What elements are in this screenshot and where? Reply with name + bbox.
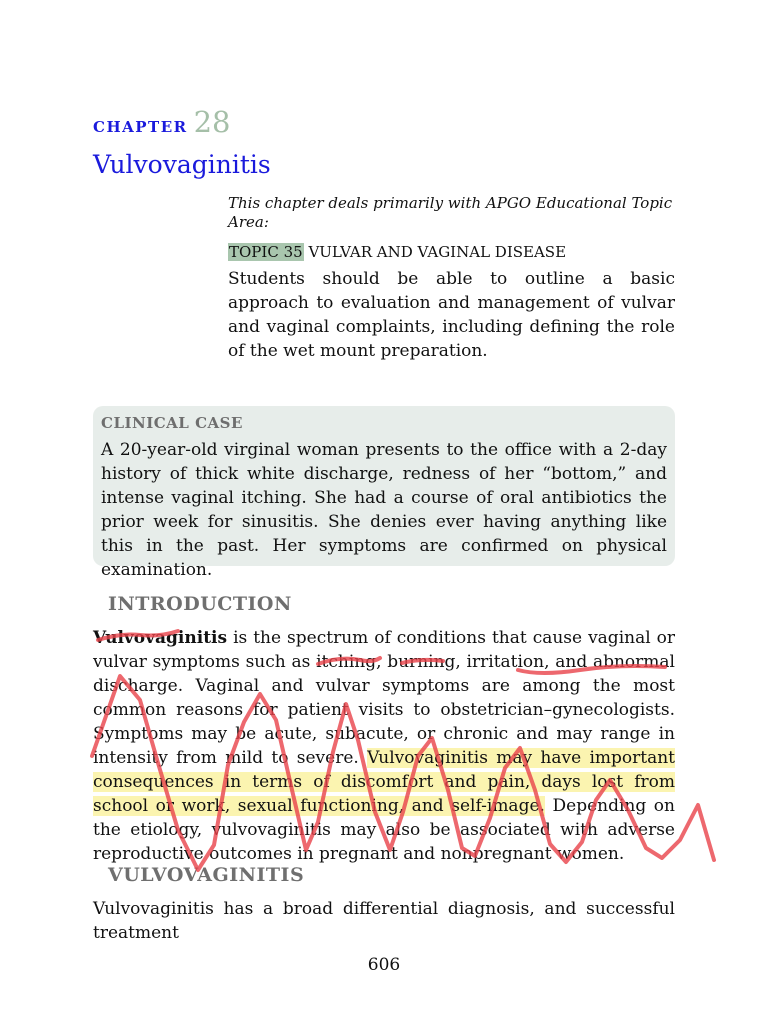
vulvovaginitis-paragraph: Vulvovaginitis has a broad differential diagnosis, and successful treatment [93,899,675,943]
bold-term: Vulvovaginitis [93,628,228,648]
clinical-case-label: CLINICAL CASE [101,414,243,432]
topic-tag: TOPIC 35 [229,243,303,261]
intro-text-1: is the spectrum of conditions that cause vaginal or vulvar symptoms such as itching, burning, irritation, and abnormal discharge. Vaginal and vulvar symptoms are among the most common reasons for patient visits to obstetrician–gynecologists. Symptoms may be acute, subacute, or chronic and may range in intensity from mild to severe. [93,628,675,768]
apgo-intro: This chapter deals primarily with APGO Educational Topic Area: [228,194,673,231]
intro-text-2: Depending on the etiology, vulvovaginitis may also be associated with adverse reproductive outcomes in pregnant and nonpregnant women. [93,796,675,864]
chapter-number: 28 [193,105,231,139]
page-number: 606 [367,955,401,975]
chapter-title: Vulvovaginitis [93,150,271,179]
vulvovaginitis-heading: VULVOVAGINITIS [108,864,305,886]
clinical-case-box [93,406,675,580]
introduction-heading: INTRODUCTION [108,593,292,615]
clinical-case-text: A 20-year-old virginal woman presents to the office with a 2-day history of thick white discharge, redness of her “bottom,” and intense vaginal itching. She had a course of oral antibiotics the prior week for sinusitis. She denies ever having anything like this in the past. Her symptoms are confirmed on physical examination. [101,440,667,580]
topic-description: Students should be able to outline a basic approach to evaluation and management of vulvar and vaginal complaints, including defining the role of the wet mount preparation. [228,269,675,361]
apgo-topic-block [228,194,675,363]
introduction-paragraph [93,626,675,866]
chapter-word: CHAPTER [93,118,188,136]
topic-name: VULVAR AND VAGINAL DISEASE [308,243,567,261]
chapter-label [93,105,231,139]
highlighted-text: Vulvovaginitis may have important consequences in terms of discomfort and pain, days lost from school or work, sexual functioning, and self-image. [93,748,676,816]
topic-line [228,242,675,262]
